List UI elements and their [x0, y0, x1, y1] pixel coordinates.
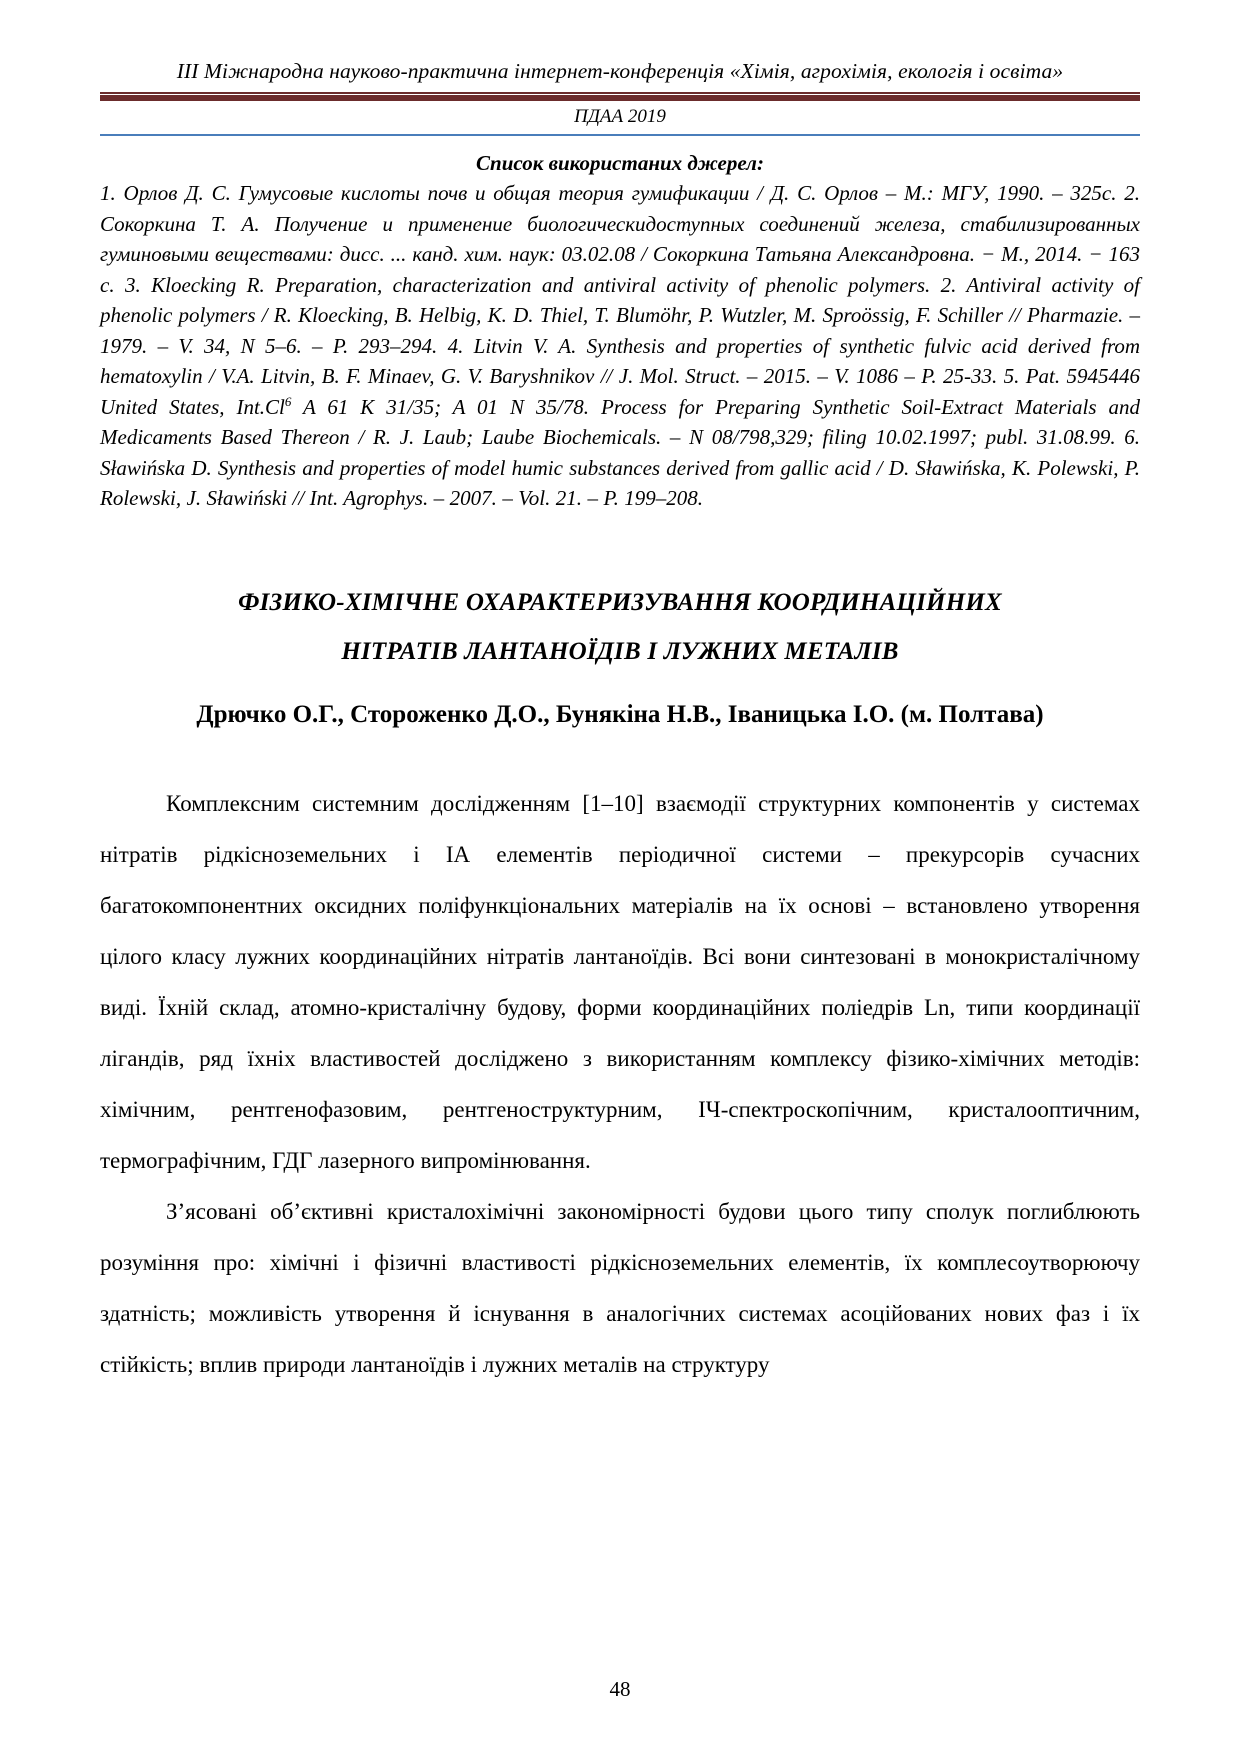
references-text-first: 1. Орлов Д. С. Гумусовые кислоты почв и общая теория гумификации / Д. С. Орлов – М.: МГУ, 1990. – 325с. 2. Сокоркина Т. А. Получение и применение биологическидоступных соединений железа, стабилизированных гуминовыми веществами: дисс. ... канд. хим. наук: 03.02.08 / Сокоркина Татьяна Александровна. − М., 2014. − 163 с. 3. Kloecking R. Preparation, characterization and antiviral activity of phenolic polymers. 2. Antiviral activity of phenolic polymers / R. Kloecking, B. Helbig, K. D. Thiel, T. Blumöhr, P. Wutzler, M. Sproössig, F. Schiller // Pharmazie. – 1979. – V. 34, N 5–6. – P. 293–294. 4. Litvin V. A. Synthesis and properties of synthetic fulvic acid derived from hematoxylin / V.A. Litvin, B. F. Minaev, G. V. Baryshnikov // J. Mol. Struct. – 2015. – V. 1086 – P. 25-33. 5. Pat. 5945446 United States, Int.Cl — [100, 181, 1140, 419]
header-double-rule — [100, 92, 1140, 101]
article-title-line-1: ФІЗИКО-ХІМІЧНЕ ОХАРАКТЕРИЗУВАННЯ КООРДИНАЦІЙНИХ — [238, 588, 1002, 616]
references-heading: Список використаних джерел: — [476, 151, 764, 175]
running-title: III Міжнародна науково-практична інтернет-конференція «Хімія, агрохімія, екологія і освіта» — [176, 59, 1064, 83]
header-accent-rule — [100, 134, 1140, 136]
author-list: Дрючко О.Г., Стороженко Д.О., Бунякіна Н.В., Іваницька І.О. (м. Полтава) — [196, 700, 1044, 728]
article-title-line-2: НІТРАТІВ ЛАНТАНОЇДІВ І ЛУЖНИХ МЕТАЛІВ — [341, 637, 899, 665]
page-number: 48 — [609, 1677, 631, 1701]
references-list — [100, 178, 1140, 514]
body-paragraph-2: З’ясовані об’єктивні кристалохімічні закономірності будови цього типу сполук поглиблюють розуміння про: хімічні і фізичні властивості рідкісноземельних елементів, їх комплесоутворюючу здатність; можливість утворення й існування в аналогічних системах асоційованих нових фаз і їх стійкість; вплив природи лантаноїдів і лужних металів на структуру — [100, 1198, 1140, 1377]
references-text-second: A 61 K 31/35; A 01 N 35/78. Process for Preparing Synthetic Soil-Extract Materials and Medicaments Based Thereon / R. J. Laub; Laube Biochemicals. – N 08/798,329; filing 10.02.1997; publ. 31.08.99. 6. Sławińska D. Synthesis and properties of model humic substances derived from gallic acid / D. Sławińska, K. Polewski, P. Rolewski, J. Sławiński // Int. Agrophys. – 2007. – Vol. 21. – P. 199–208. — [100, 394, 1140, 510]
references-section — [100, 148, 1140, 514]
references-superscript: 6 — [284, 393, 292, 409]
page-header — [100, 55, 1140, 136]
journal-identifier: ПДАА 2019 — [574, 106, 666, 127]
article-body — [100, 778, 1140, 1390]
body-paragraph-1: Комплексним системним дослідженням [1–10] взаємодії структурних компонентів у системах нітратів рідкісноземельних і ІА елементів періодичної системи – прекурсорів сучасних багатокомпонентних оксидних поліфункціональних матеріалів на їх основі – встановлено утворення цілого класу лужних координаційних нітратів лантаноїдів. Всі вони синтезовані в монокристалічному виді. Їхній склад, атомно-кристалічну будову, форми координаційних поліедрів Ln, типи координації лігандів, ряд їхніх властивостей досліджено з використанням комплексу фізико-хімічних методів: хімічним, рентгенофазовим, рентгеноструктурним, ІЧ-спектроскопічним, кристалооптичним, термографічним, ГДГ лазерного випромінювання. — [100, 790, 1140, 1173]
article-title — [100, 578, 1140, 676]
